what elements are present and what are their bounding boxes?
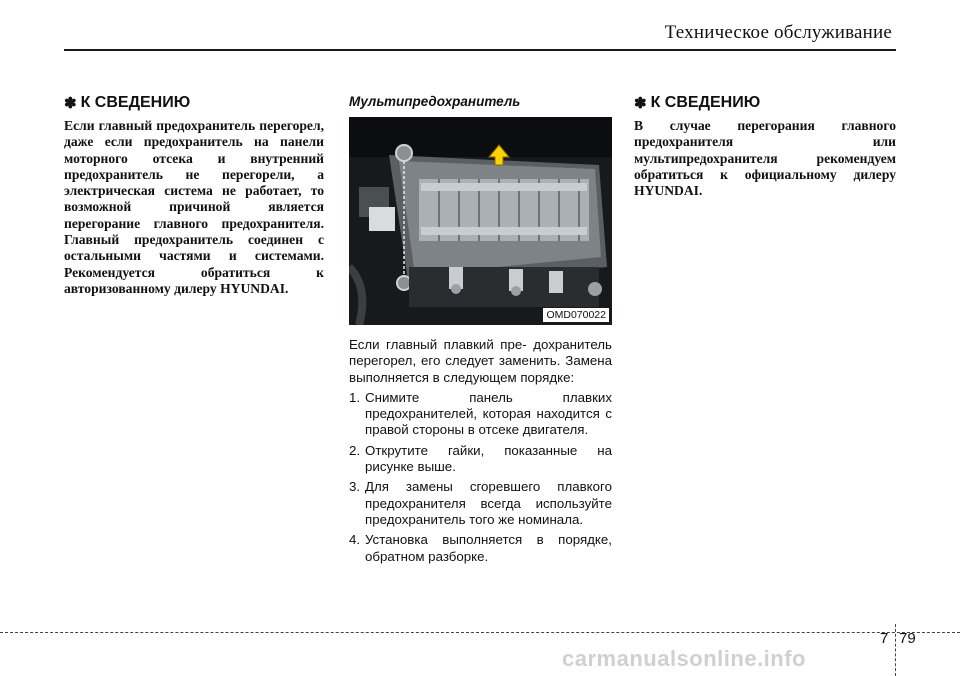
section-number: 7 — [880, 630, 889, 647]
right-caution-title: К СВЕДЕНИЮ — [650, 94, 761, 111]
list-item — [349, 443, 612, 476]
right-caution-block — [634, 94, 896, 199]
step-text: Установка выполняется в порядке, обратном разборке. — [365, 532, 612, 564]
asterisk-icon: ✽ — [634, 95, 647, 112]
left-caution-block — [64, 94, 324, 297]
header-divider — [64, 49, 896, 51]
step-text: Снимите панель плавких предохранителей, которая находится с правой стороны в отсеке двигателя. — [365, 389, 612, 438]
list-item — [349, 390, 612, 439]
page-number: 79 — [899, 630, 916, 647]
left-caution-text: Если главный предохранитель перегорел, даже если предохранитель на панели моторного отсека и внутренний предохранитель не перегорели, а электрическая система не работает, то возможной причиной является перегорание главного предохранителя. Главный предохранитель соединен с остальными частями и системами. Рекомендуется обратиться к авторизованному дилеру HYUNDAI. — [64, 118, 324, 296]
multifuse-section — [349, 94, 612, 569]
step-text: Для замены сгоревшего плавкого предохранителя всегда используйте предохранитель того же номинала. — [365, 479, 612, 527]
replacement-steps-list — [349, 390, 612, 565]
left-caution-heading — [64, 94, 324, 112]
step-number: 1. — [349, 389, 361, 405]
engine-fuse-box-photo — [349, 117, 612, 325]
right-caution-heading — [634, 94, 896, 112]
step-text: Открутите гайки, показанные на рисунке выше. — [365, 442, 612, 475]
multifuse-intro-text: Если главный плавкий пре- дохранитель перегорел, его следует заменить. Замена выполняется в следующем порядке: — [349, 337, 612, 385]
footer-divider — [0, 632, 960, 633]
step-number: 2. — [349, 442, 361, 458]
step-number: 4. — [349, 532, 361, 548]
footer-separator — [895, 624, 896, 676]
list-item — [349, 532, 612, 565]
list-item — [349, 479, 612, 528]
asterisk-icon: ✽ — [64, 95, 77, 112]
fuse-box-illustration — [349, 117, 612, 325]
right-caution-text: В случае перегорания главного предохранителя или мультипредохранителя рекомендуем обратиться к официальному дилеру HYUNDAI. — [634, 118, 896, 199]
page-header-title: Техническое обслуживание — [664, 22, 892, 43]
multifuse-subheading: Мультипредохранитель — [349, 94, 521, 109]
figure-code-label: OMD070022 — [543, 308, 609, 322]
left-caution-title: К СВЕДЕНИЮ — [80, 94, 191, 111]
step-number: 3. — [349, 479, 361, 495]
watermark-text: carmanualsonline.info — [562, 646, 806, 671]
